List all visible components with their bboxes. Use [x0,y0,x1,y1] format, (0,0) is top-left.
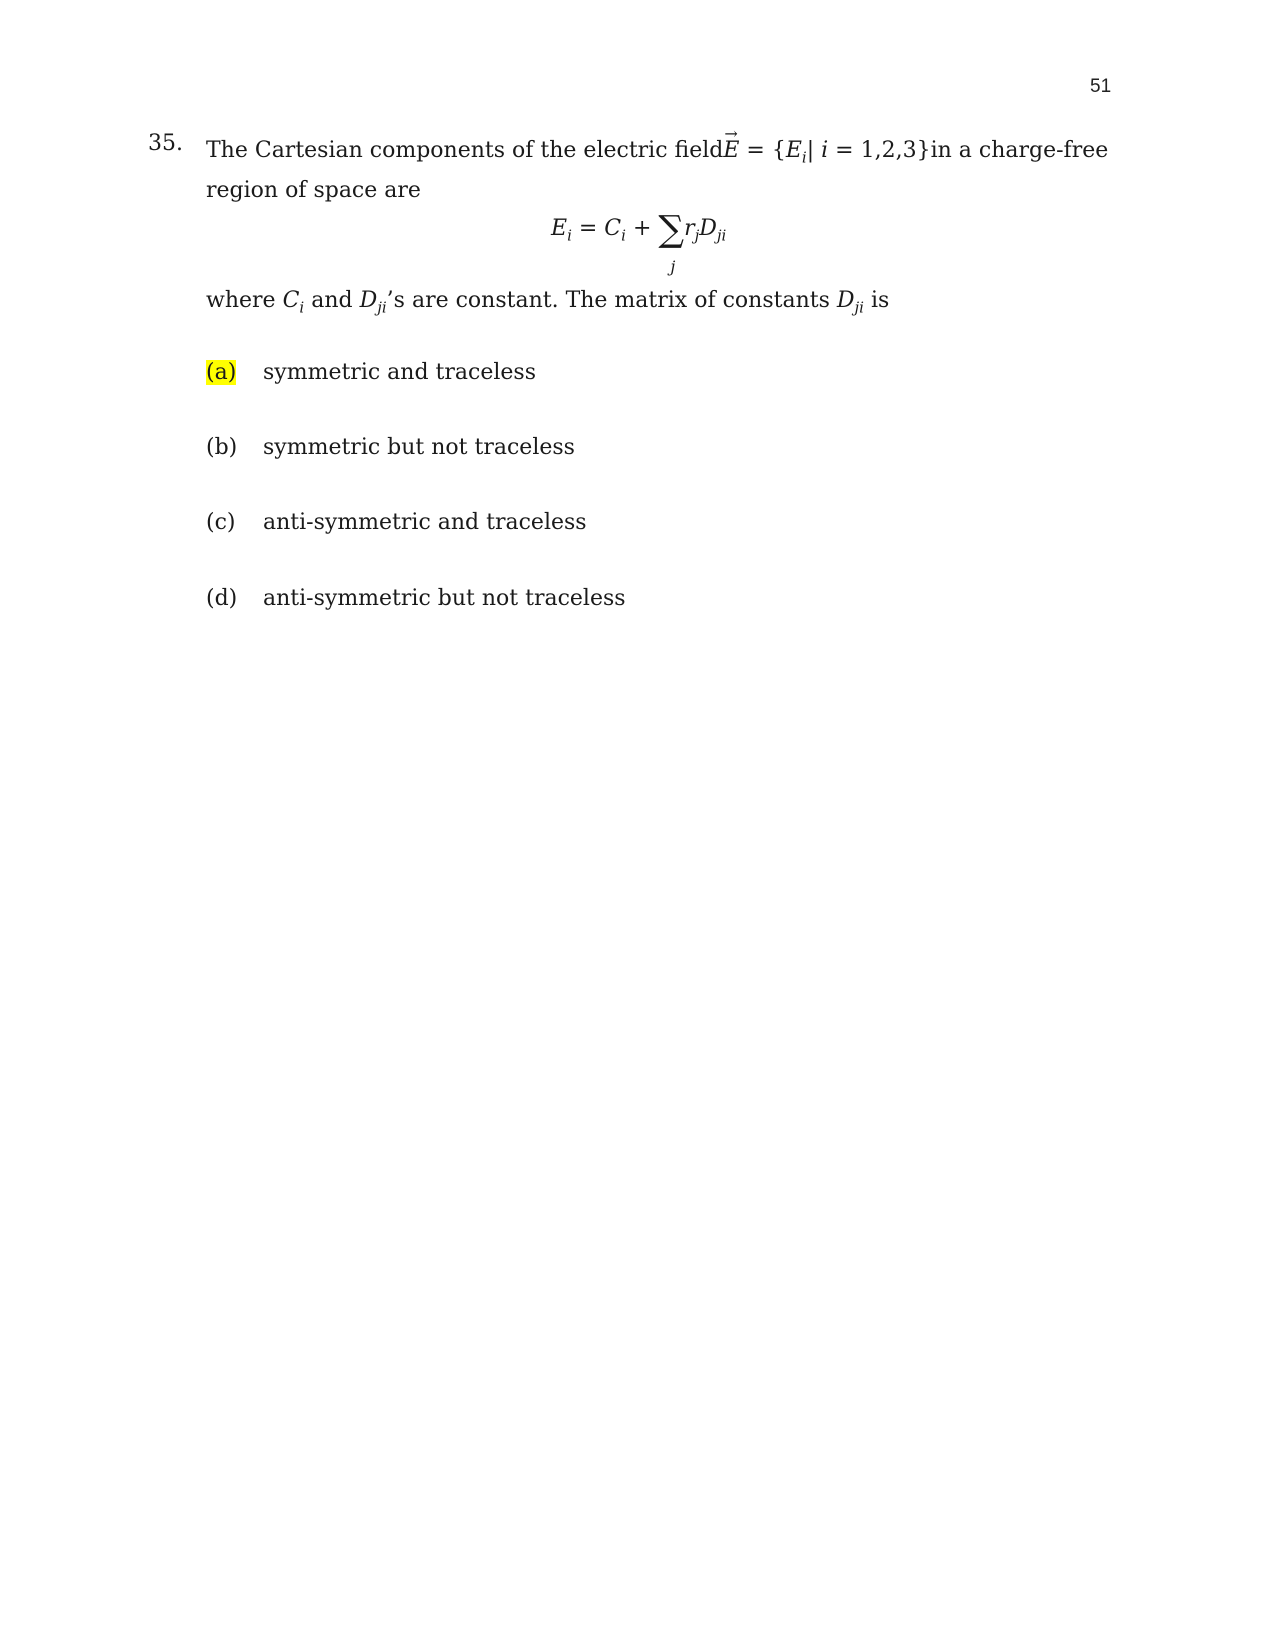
summation-symbol: ∑ j [658,209,685,276]
option-b[interactable] [206,435,575,460]
option-text: anti-symmetric and traceless [263,510,587,535]
field-expression: E → = {$E_i|$ i = 1,2,3} [723,134,930,174]
option-label: (d) [206,586,238,611]
question-number: 35. [148,131,183,156]
where-line: where $C_i$ and $D_{ji}’s$ are constant. The matrix of constants $D_{ji}$ is [206,288,890,317]
option-label: (b) [206,435,238,460]
equation: $E_i = C_i$ + ∑ j $r_jD_{ji}$ [551,209,727,276]
page-number: 51 [1090,76,1112,97]
option-c[interactable] [206,510,587,535]
option-d[interactable] [206,586,626,611]
option-label [206,360,263,385]
electric-field-vector: E → [723,134,739,167]
stem-line-1 [206,124,1109,174]
stem-text-part1: The Cartesian components of the electric field [206,138,724,163]
vector-arrow-icon: → [724,124,738,143]
summation-index: j [670,257,676,276]
option-text: anti-symmetric but not traceless [263,586,626,611]
stem-text-part2: in a charge-free [930,138,1109,163]
highlighted-label: (a) [206,360,237,385]
option-text: symmetric and traceless [263,360,536,385]
option-text: symmetric but not traceless [263,435,575,460]
stem-line-2: region of space are [206,178,421,204]
option-a[interactable] [206,360,536,385]
question-stem [206,124,1109,207]
option-label: (c) [206,510,236,535]
